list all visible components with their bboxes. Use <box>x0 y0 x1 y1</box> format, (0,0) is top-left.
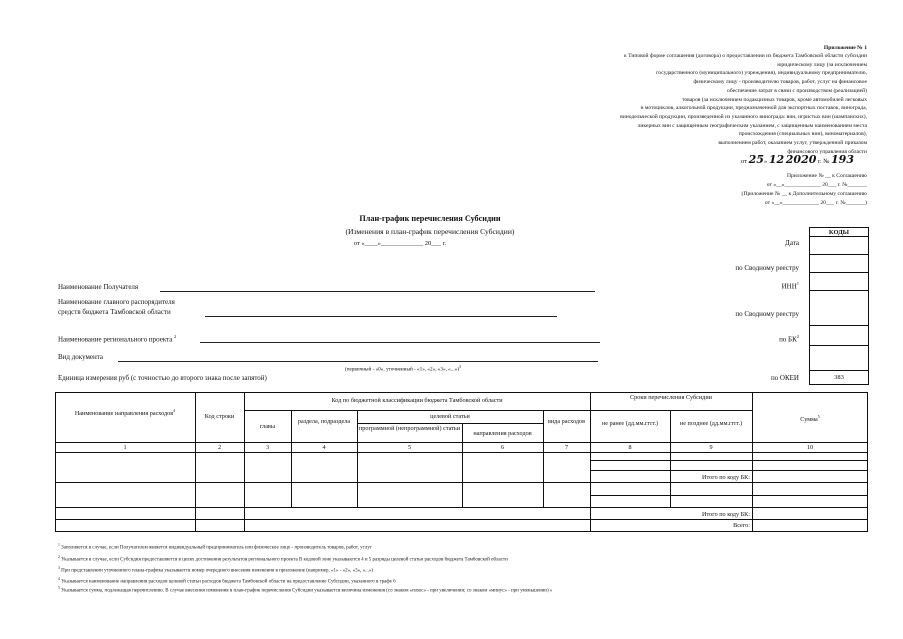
recipient-label: Наименование Получателя <box>58 283 139 291</box>
col-header-chapter: главы <box>259 423 276 430</box>
col-number: 5 <box>407 444 412 451</box>
appendix-line: выполнением работ, оказанием услуг, утвержденной приказом <box>718 140 867 147</box>
agreement-line-1: Приложение № __ к Соглашению <box>786 173 867 179</box>
footnote-2 <box>58 555 508 563</box>
doc-type-hint: (первичный - «0», уточненный - «1», «2», «3», «...»)$^3$ <box>345 364 461 373</box>
footnote-4 <box>58 577 396 585</box>
bk-label: по $БК^2$ <box>779 334 799 344</box>
main-manager-field[interactable] <box>205 316 557 317</box>
agreement-line-4: от «__»_____________ 20___ г. №_______) <box>764 200 867 206</box>
main-manager-label-1: Наименование главного распорядителя <box>58 298 175 306</box>
date-code-label: Дата <box>785 239 799 247</box>
codes-header: КОДЫ <box>828 229 850 236</box>
col-header-target: целевой статьи <box>430 413 470 420</box>
appendix-line: юридическому лицу (за исключением <box>777 61 867 68</box>
footnote-text: При представлении уточненного плана-графика указывается номер очередного внесения изменения в приложение (например, «1» - «2», «3», «...») <box>59 568 374 574</box>
footnote-marker: 3 <box>58 566 60 570</box>
appendix-line: винодельческой продукции, произведенной из указанного винограда: вин, игристых вин (шампанских), <box>620 113 867 120</box>
title-date-line: от «____»_____________ 20___ г. <box>353 240 447 247</box>
col-header-terms: Сроки перечисления Субсидии <box>630 394 712 401</box>
appendix-line: происхождения (специальных вин), виноматериалов), <box>738 131 867 138</box>
main-manager-label-2: средств бюджета Тамбовской области <box>58 308 171 316</box>
order-number: 193 <box>831 153 854 166</box>
footnote-text: Указывается в случае, если Субсидия предоставляется в целях достижения результатов регионального проекта В кодовой зоне указываются 4 и 5 разряды целевой статьи расходов бюджета Тамбовской области <box>59 557 508 563</box>
appendix-description <box>447 52 867 156</box>
appendix-line: ликерных вин с защищенным географическим указанием, с защищенным наименованием места <box>637 122 867 129</box>
grand-total-label: Всего: <box>733 522 750 529</box>
appendix-line: обеспечение затрат в связи с производством (реализацией) <box>727 87 867 94</box>
col-number: 2 <box>217 444 222 451</box>
okei-code: 383 <box>834 374 844 381</box>
doc-type-label: Вид документа <box>58 353 104 361</box>
col-number: 10 <box>806 444 814 451</box>
total-bk-label: Итого по коду БК: <box>702 474 750 481</box>
col-header-type: вида расходов <box>547 418 586 425</box>
svod-reestr-label: по Сводному реестру <box>735 264 799 272</box>
date-day: 25 <box>748 153 764 166</box>
appendix-line: и мотоциклов, алкогольной продукции, предназначенной для экспортных поставок, винограда, <box>640 105 867 112</box>
appendix-line: товаров (за исключением подакцизных товаров, кроме автомобилей легковых <box>681 96 867 103</box>
appendix-line: физическому лицу - производителю товаров, работ, услуг на финансовое <box>693 79 867 86</box>
agreement-line-2: от «__»_____________ 20___ г. №_______ <box>766 182 867 188</box>
col-header-not-earlier: не ранее (дд.мм.гггг.) <box>601 420 659 427</box>
footnote-marker: 2 <box>58 555 60 559</box>
okei-label: по ОКЕИ <box>770 374 799 382</box>
date-month: 12 <box>768 153 785 166</box>
col-header-name: Наименование направления расходов$^4$ <box>74 408 176 418</box>
unit-label: Единица измерения руб (с точностью до второго знака после запятой) <box>58 374 267 382</box>
appendix-number: Приложение № 1 <box>823 45 867 51</box>
footnote-text: Указывается сумма, подлежащая перечислению. В случае внесения изменения в план-график перечисления Субсидии указывается величина изменения (со знаком «плюс» - при увеличении; со знаком «минус» - при уменьшении) » <box>59 588 553 594</box>
date-prefix: от <box>741 158 748 165</box>
col-number: 4 <box>322 444 326 451</box>
footnote-3 <box>58 566 373 574</box>
page-title: План-график перечисления Субсидии <box>359 214 501 223</box>
appendix-line: к Типовой форме соглашения (договора) о предоставлении из бюджета Тамбовской области субсидии <box>623 53 867 59</box>
col-header-section: раздела, подраздела <box>297 418 351 425</box>
footnote-1 <box>58 543 372 551</box>
col-header-sum: Сумма$^5$ <box>800 414 820 424</box>
col-header-not-later: не позднее (дд.мм.гггг.) <box>679 420 743 427</box>
inn-label: ИНН$^1$ <box>781 281 799 291</box>
date-no-prefix: г. № <box>818 158 830 165</box>
col-number: 6 <box>500 444 505 451</box>
footnote-marker: 5 <box>58 586 60 590</box>
recipient-field[interactable] <box>160 291 595 292</box>
col-header-code: Код строки <box>204 413 235 420</box>
col-number: 9 <box>709 444 713 451</box>
codes-box <box>809 227 869 385</box>
regional-project-field[interactable] <box>200 342 600 343</box>
total-bk-label-2: Итого по коду БК: <box>702 511 750 518</box>
approval-date: от 25» 12 2020 г. № 193 <box>741 153 854 166</box>
col-number: 3 <box>265 444 270 451</box>
doc-type-field[interactable] <box>118 361 598 362</box>
footnote-marker: 4 <box>58 577 60 581</box>
col-number: 7 <box>564 444 569 451</box>
col-number: 8 <box>628 444 632 451</box>
date-year: 2020 <box>785 153 817 166</box>
agreement-line-3: (Приложение № __ к Дополнительному соглашению <box>741 191 867 197</box>
regional-project-label: Наименование регионального проекта $^2$ <box>58 334 177 344</box>
col-header-program: программной (непрограммной) статьи <box>358 425 461 432</box>
page-subtitle: (Изменения в план-график перечисления Субсидии) <box>345 227 515 236</box>
svod-reestr-label-2: по Сводному реестру <box>735 310 799 318</box>
appendix-line: государственного (муниципального) учреждения), индивидуальному предпринимателю, <box>656 70 867 77</box>
col-header-kbk: Код по бюджетной классификации бюджета Тамбовской области <box>331 397 503 404</box>
col-number: 1 <box>123 444 127 451</box>
col-header-direction: направления расходов <box>473 430 532 437</box>
appendix-line: финансового управления области <box>787 148 867 155</box>
footnote-text: Заполняется в случае, если Получателем является индивидуальный предприниматель или физическое лицо - производитель товаров, работ, услуг <box>59 545 372 551</box>
footnote-5 <box>58 586 552 594</box>
footnote-text: Указывается наименование направления расходов целевой статьи расходов бюджета Тамбовской области на предоставление Субсидии, указанного в графе 6 <box>59 579 396 585</box>
footnote-marker: 1 <box>58 543 60 547</box>
